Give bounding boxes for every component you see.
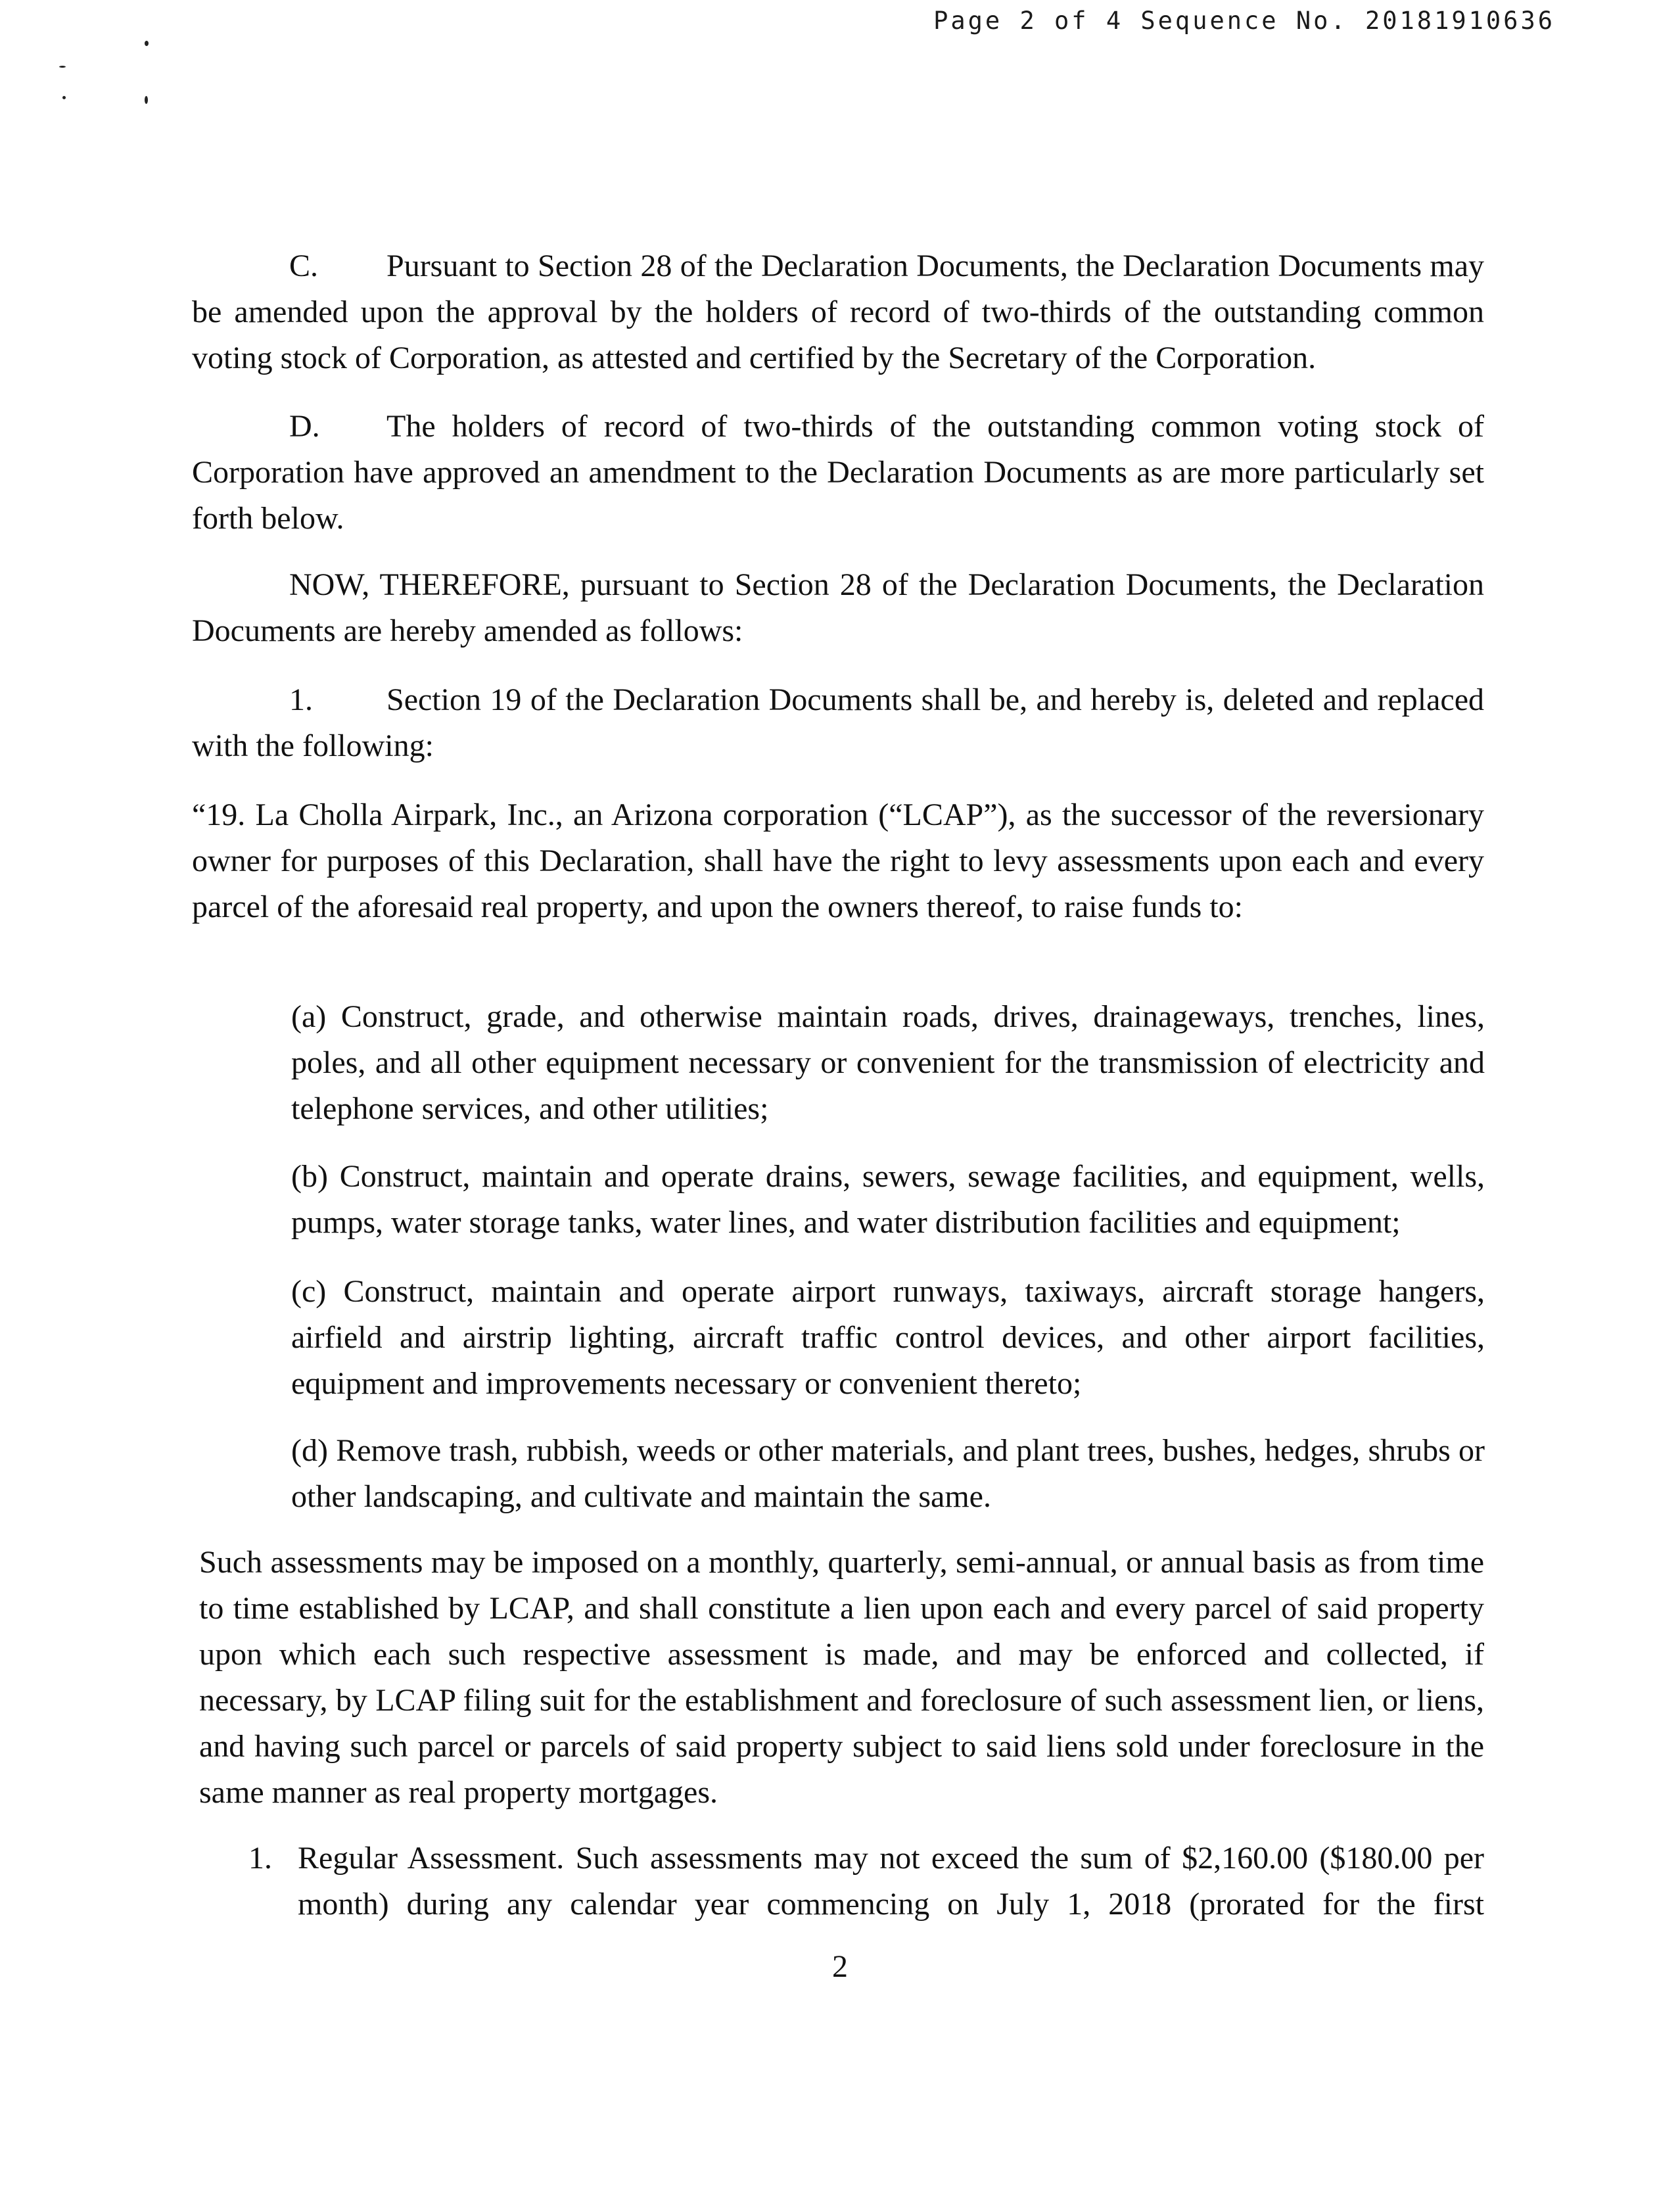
scan-speck — [59, 66, 66, 68]
list-item-number: 1. — [248, 1841, 272, 1876]
scan-speck — [145, 96, 148, 104]
subparagraph-b: (b) Construct, maintain and operate drains, sewers, sewage facilities, and equipment, wells, pumps, water storage tanks, water lines, and water distribution facilities and equipment; — [291, 1159, 1485, 1240]
paragraph-d — [192, 404, 1484, 542]
subparagraph-d: (d) Remove trash, rubbish, weeds or other materials, and plant trees, bushes, hedges, shrubs or other landscaping, and cultivate and maintain the same. — [291, 1433, 1485, 1514]
list-item-regular-assessment — [248, 1835, 1484, 1934]
page-sequence-header: Page 2 of 4 Sequence No. 20181910636 — [933, 7, 1555, 35]
paragraph-c-text: Pursuant to Section 28 of the Declaration Documents, the Declaration Documents may be amended upon the approval by the holders of record of two-thirds of the outstanding common voting stock of Corporation, as attested and certified by the Secretary of the Corporation. — [192, 248, 1484, 375]
paragraph-now-therefore: NOW, THEREFORE, pursuant to Section 28 of the Declaration Documents, the Declaration Documents are hereby amended as follows: — [192, 567, 1484, 648]
subparagraph-c: (c) Construct, maintain and operate airport runways, taxiways, aircraft storage hangers, airfield and airstrip lighting, aircraft traffic control devices, and other airport facilities, equipment and improvements necessary or convenient thereto; — [291, 1274, 1485, 1401]
paragraph-section-19: “19. La Cholla Airpark, Inc., an Arizona corporation (“LCAP”), as the successor of the reversionary owner for purposes of this Declaration, shall have the right to levy assessments upon each and every parcel of the aforesaid real property, and upon the owners thereof, to raise funds to: — [192, 797, 1484, 924]
scan-speck — [62, 96, 66, 99]
paragraph-item-1-text: Section 19 of the Declaration Documents shall be, and hereby is, deleted and replaced with the following: — [192, 682, 1484, 763]
paragraph-d-label: D. — [289, 409, 320, 444]
paragraph-c — [192, 243, 1484, 381]
paragraph-such-assessments: Such assessments may be imposed on a monthly, quarterly, semi-annual, or annual basis as from time to time established by LCAP, and shall constitute a lien upon each and every parcel of said property upon which each such respective assessment is made, and may be enforced and collected, if necessary, by LCAP filing suit for the establishment and foreclosure of such assessment lien, or liens, and having such parcel or parcels of said property subject to said liens sold under foreclosure in the same manner as real property mortgages. — [199, 1545, 1484, 1810]
paragraph-c-label: C. — [289, 248, 319, 283]
paragraph-item-1-label: 1. — [289, 682, 313, 717]
paragraph-d-text: The holders of record of two-thirds of the outstanding common voting stock of Corporation have approved an amendment to the Declaration Documents as are more particularly set forth below. — [192, 409, 1484, 536]
list-item-text: Regular Assessment. Such assessments may not exceed the sum of $2,160.00 ($180.00 per month) during any calendar year commencing on July 1, 2018 (prorated for the first — [298, 1841, 1484, 1922]
page-number: 2 — [832, 1949, 848, 1984]
scan-speck — [145, 41, 149, 46]
subparagraph-a: (a) Construct, grade, and otherwise maintain roads, drives, drainageways, trenches, lines, poles, and all other equipment necessary or convenient for the transmission of electricity and telephone services, and other utilities; — [291, 999, 1485, 1126]
paragraph-item-1 — [192, 677, 1484, 769]
